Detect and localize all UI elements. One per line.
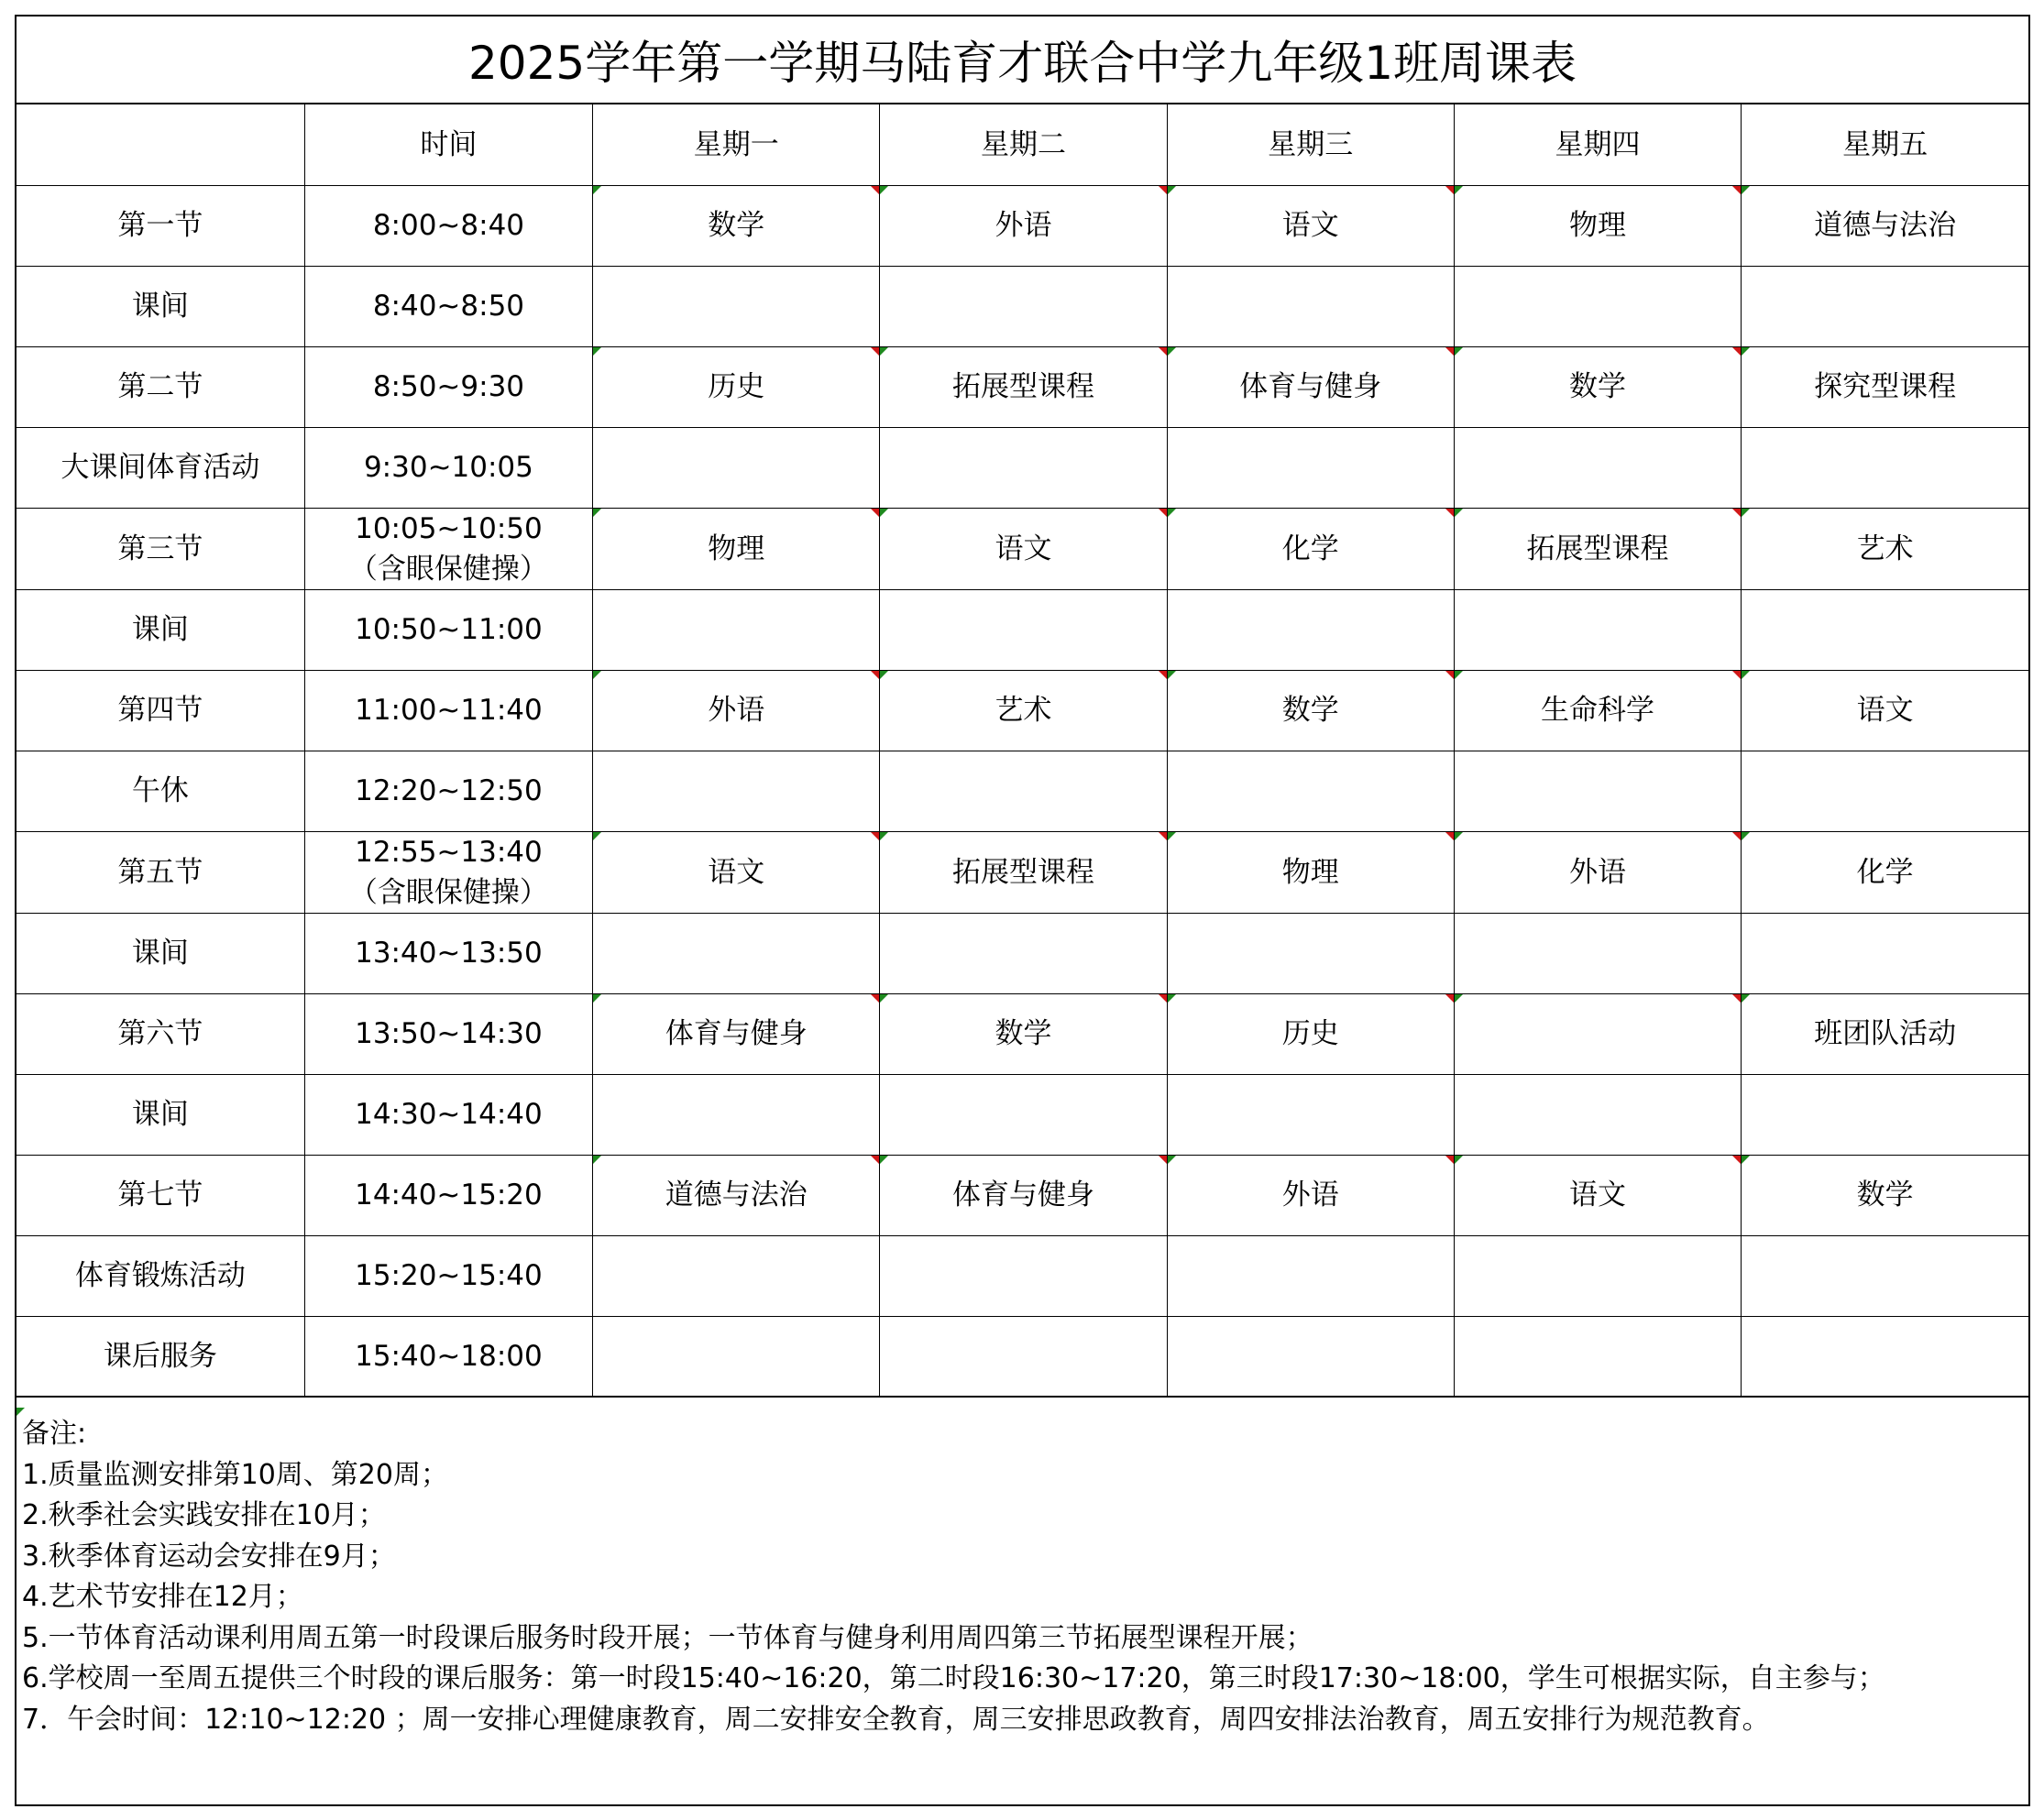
subject-cell-monday[interactable] <box>593 589 880 670</box>
period-time-cell[interactable] <box>304 1155 592 1235</box>
subject-cell-tuesday[interactable] <box>880 1074 1167 1155</box>
timetable-grid <box>16 104 2028 1398</box>
subject-cell-thursday[interactable]: 语文 <box>1454 1155 1741 1235</box>
subject-cell-thursday[interactable]: 拓展型课程 <box>1454 508 1741 589</box>
period-time-text: 13:50~14:30 <box>355 1017 543 1050</box>
table-row <box>16 427 2028 508</box>
subject-cell-wednesday[interactable]: 语文 <box>1167 185 1454 266</box>
period-label-cell[interactable]: 体育锻炼活动 <box>16 1235 304 1316</box>
subject-cell-thursday[interactable] <box>1454 751 1741 831</box>
note-line: 7．午会时间：12:10~12:20 ；周一安排心理健康教育，周二安排安全教育，周三安排思政教育，周四安排法治教育，周五安排行为规范教育。 <box>22 1703 1770 1736</box>
page-title: 2025学年第一学期马陆育才联合中学九年级1班周课表 <box>16 16 2028 104</box>
subject-cell-wednesday[interactable] <box>1167 1235 1454 1316</box>
subject-cell-monday[interactable] <box>593 1235 880 1316</box>
subject-cell-thursday[interactable] <box>1454 993 1741 1074</box>
table-row <box>16 993 2028 1074</box>
subject-cell-monday[interactable]: 物理 <box>593 508 880 589</box>
subject-cell-friday[interactable]: 化学 <box>1742 831 2028 913</box>
subject-cell-wednesday[interactable] <box>1167 266 1454 346</box>
subject-cell-monday[interactable] <box>593 913 880 993</box>
header-day-monday[interactable]: 星期一 <box>593 104 880 185</box>
subject-cell-friday[interactable] <box>1742 913 2028 993</box>
subject-cell-wednesday[interactable] <box>1167 1074 1454 1155</box>
subject-cell-friday[interactable]: 探究型课程 <box>1742 346 2028 427</box>
period-time-cell[interactable] <box>304 427 592 508</box>
note-line: 1.质量监测安排第10周、第20周； <box>22 1458 448 1491</box>
period-time-cell[interactable] <box>304 589 592 670</box>
subject-cell-thursday[interactable]: 外语 <box>1454 831 1741 913</box>
table-row <box>16 751 2028 831</box>
period-time-cell[interactable] <box>304 751 592 831</box>
header-day-tuesday[interactable]: 星期二 <box>880 104 1167 185</box>
period-label-cell[interactable]: 课间 <box>16 266 304 346</box>
period-time-text: 9:30~10:05 <box>363 451 533 484</box>
period-label-cell[interactable]: 大课间体育活动 <box>16 427 304 508</box>
period-time-text: 13:40~13:50 <box>355 937 543 970</box>
table-row <box>16 1316 2028 1397</box>
period-time-text: 8:50~9:30 <box>372 370 525 403</box>
subject-cell-monday[interactable]: 道德与法治 <box>593 1155 880 1235</box>
subject-cell-wednesday[interactable]: 化学 <box>1167 508 1454 589</box>
table-row <box>16 185 2028 266</box>
period-time-text: 10:05~10:50 <box>355 511 543 545</box>
table-row <box>16 508 2028 589</box>
subject-cell-friday[interactable] <box>1742 1235 2028 1316</box>
period-label-cell[interactable]: 第二节 <box>16 346 304 427</box>
period-time-cell[interactable] <box>304 508 592 589</box>
subject-cell-tuesday[interactable]: 外语 <box>880 185 1167 266</box>
subject-cell-friday[interactable] <box>1742 266 2028 346</box>
table-row <box>16 1074 2028 1155</box>
note-line: 3.秋季体育运动会安排在9月； <box>22 1540 396 1573</box>
period-time-text: 8:40~8:50 <box>372 290 525 323</box>
period-time-cell[interactable] <box>304 266 592 346</box>
period-time-note: （含眼保健操） <box>348 552 548 586</box>
period-label-cell[interactable]: 第一节 <box>16 185 304 266</box>
header-row <box>16 104 2028 185</box>
period-time-cell[interactable] <box>304 913 592 993</box>
subject-cell-monday[interactable] <box>593 427 880 508</box>
period-time-text: 14:40~15:20 <box>355 1179 543 1212</box>
period-label-cell[interactable]: 课间 <box>16 589 304 670</box>
period-label-cell[interactable]: 课间 <box>16 1074 304 1155</box>
subject-cell-monday[interactable]: 历史 <box>593 346 880 427</box>
subject-cell-friday[interactable]: 艺术 <box>1742 508 2028 589</box>
subject-cell-tuesday[interactable]: 体育与健身 <box>880 1155 1167 1235</box>
table-row <box>16 1155 2028 1235</box>
subject-cell-friday[interactable] <box>1742 589 2028 670</box>
period-label-cell[interactable]: 午休 <box>16 751 304 831</box>
subject-cell-thursday[interactable]: 数学 <box>1454 346 1741 427</box>
note-line: 6.学校周一至周五提供三个时段的课后服务：第一时段15:40~16:20，第二时段16:30~17:20，第三时段17:30~18:00，学生可根据实际，自主参与； <box>22 1662 1885 1694</box>
table-row <box>16 1235 2028 1316</box>
period-label-cell[interactable]: 第六节 <box>16 993 304 1074</box>
period-time-text: 15:40~18:00 <box>355 1339 543 1373</box>
note-line: 4.艺术节安排在12月； <box>22 1581 303 1613</box>
period-time-cell[interactable] <box>304 993 592 1074</box>
period-time-note: （含眼保健操） <box>348 875 548 909</box>
note-line: 2.秋季社会实践安排在10月； <box>22 1499 386 1531</box>
subject-cell-monday[interactable]: 数学 <box>593 185 880 266</box>
subject-cell-wednesday[interactable]: 外语 <box>1167 1155 1454 1235</box>
subject-cell-thursday[interactable] <box>1454 1074 1741 1155</box>
subject-cell-tuesday[interactable]: 艺术 <box>880 670 1167 751</box>
subject-cell-tuesday[interactable] <box>880 751 1167 831</box>
subject-cell-thursday[interactable] <box>1454 1316 1741 1397</box>
subject-cell-wednesday[interactable]: 数学 <box>1167 670 1454 751</box>
period-label-cell[interactable]: 第三节 <box>16 508 304 589</box>
subject-cell-tuesday[interactable] <box>880 1316 1167 1397</box>
subject-cell-tuesday[interactable] <box>880 1235 1167 1316</box>
period-time-text: 10:50~11:00 <box>355 613 543 646</box>
note-line: 5.一节体育活动课利用周五第一时段课后服务时段开展；一节体育与健身利用周四第三节拓展型课程开展； <box>22 1621 1313 1654</box>
subject-cell-tuesday[interactable] <box>880 589 1167 670</box>
subject-cell-tuesday[interactable]: 数学 <box>880 993 1167 1074</box>
table-row <box>16 670 2028 751</box>
subject-cell-tuesday[interactable]: 拓展型课程 <box>880 831 1167 913</box>
subject-cell-monday[interactable]: 语文 <box>593 831 880 913</box>
timetable-sheet <box>15 15 2030 1806</box>
subject-cell-monday[interactable]: 外语 <box>593 670 880 751</box>
period-time-cell[interactable] <box>304 670 592 751</box>
table-row <box>16 266 2028 346</box>
period-time-text: 15:20~15:40 <box>355 1259 543 1292</box>
period-time-cell[interactable] <box>304 185 592 266</box>
table-row <box>16 346 2028 427</box>
subject-cell-tuesday[interactable] <box>880 913 1167 993</box>
subject-cell-wednesday[interactable] <box>1167 913 1454 993</box>
subject-cell-tuesday[interactable] <box>880 427 1167 508</box>
table-row <box>16 589 2028 670</box>
subject-cell-thursday[interactable] <box>1454 266 1741 346</box>
subject-cell-thursday[interactable]: 生命科学 <box>1454 670 1741 751</box>
period-time-cell[interactable] <box>304 1316 592 1397</box>
period-time-text: 8:00~8:40 <box>372 209 525 242</box>
period-label-cell[interactable]: 课后服务 <box>16 1316 304 1397</box>
notes-section[interactable] <box>22 1414 2020 1740</box>
subject-cell-thursday[interactable]: 物理 <box>1454 185 1741 266</box>
subject-cell-tuesday[interactable]: 语文 <box>880 508 1167 589</box>
header-corner-cell[interactable] <box>16 104 304 185</box>
subject-cell-monday[interactable] <box>593 1074 880 1155</box>
subject-cell-wednesday[interactable] <box>1167 427 1454 508</box>
period-time-cell[interactable] <box>304 1235 592 1316</box>
subject-cell-wednesday[interactable] <box>1167 589 1454 670</box>
subject-cell-thursday[interactable] <box>1454 913 1741 993</box>
period-time-text: 14:30~14:40 <box>355 1098 543 1131</box>
subject-cell-friday[interactable] <box>1742 751 2028 831</box>
table-row <box>16 831 2028 913</box>
period-time-cell[interactable] <box>304 346 592 427</box>
subject-cell-friday[interactable] <box>1742 1316 2028 1397</box>
period-time-cell[interactable] <box>304 1074 592 1155</box>
subject-cell-tuesday[interactable] <box>880 266 1167 346</box>
subject-cell-wednesday[interactable] <box>1167 751 1454 831</box>
period-time-text: 11:00~11:40 <box>355 694 543 727</box>
subject-cell-friday[interactable]: 语文 <box>1742 670 2028 751</box>
subject-cell-thursday[interactable] <box>1454 1235 1741 1316</box>
header-day-thursday[interactable]: 星期四 <box>1454 104 1741 185</box>
subject-cell-wednesday[interactable] <box>1167 1316 1454 1397</box>
header-day-wednesday[interactable]: 星期三 <box>1167 104 1454 185</box>
period-time-cell[interactable] <box>304 831 592 913</box>
subject-cell-friday[interactable]: 数学 <box>1742 1155 2028 1235</box>
subject-cell-friday[interactable] <box>1742 1074 2028 1155</box>
period-label-cell[interactable]: 第四节 <box>16 670 304 751</box>
subject-cell-friday[interactable] <box>1742 427 2028 508</box>
header-day-friday[interactable]: 星期五 <box>1742 104 2028 185</box>
notes-heading: 备注: <box>22 1418 87 1450</box>
table-row <box>16 913 2028 993</box>
period-label-cell[interactable]: 第五节 <box>16 831 304 913</box>
subject-cell-thursday[interactable] <box>1454 427 1741 508</box>
period-time-text: 12:20~12:50 <box>355 774 543 807</box>
period-label-cell[interactable]: 第七节 <box>16 1155 304 1235</box>
subject-cell-monday[interactable] <box>593 1316 880 1397</box>
subject-cell-tuesday[interactable]: 拓展型课程 <box>880 346 1167 427</box>
subject-cell-friday[interactable]: 班团队活动 <box>1742 993 2028 1074</box>
subject-cell-monday[interactable]: 体育与健身 <box>593 993 880 1074</box>
header-time-cell[interactable]: 时间 <box>304 104 592 185</box>
subject-cell-monday[interactable] <box>593 266 880 346</box>
subject-cell-monday[interactable] <box>593 751 880 831</box>
subject-cell-friday[interactable]: 道德与法治 <box>1742 185 2028 266</box>
period-time-text: 12:55~13:40 <box>355 835 543 869</box>
subject-cell-wednesday[interactable]: 物理 <box>1167 831 1454 913</box>
subject-cell-wednesday[interactable]: 历史 <box>1167 993 1454 1074</box>
subject-cell-wednesday[interactable]: 体育与健身 <box>1167 346 1454 427</box>
subject-cell-thursday[interactable] <box>1454 589 1741 670</box>
period-label-cell[interactable]: 课间 <box>16 913 304 993</box>
